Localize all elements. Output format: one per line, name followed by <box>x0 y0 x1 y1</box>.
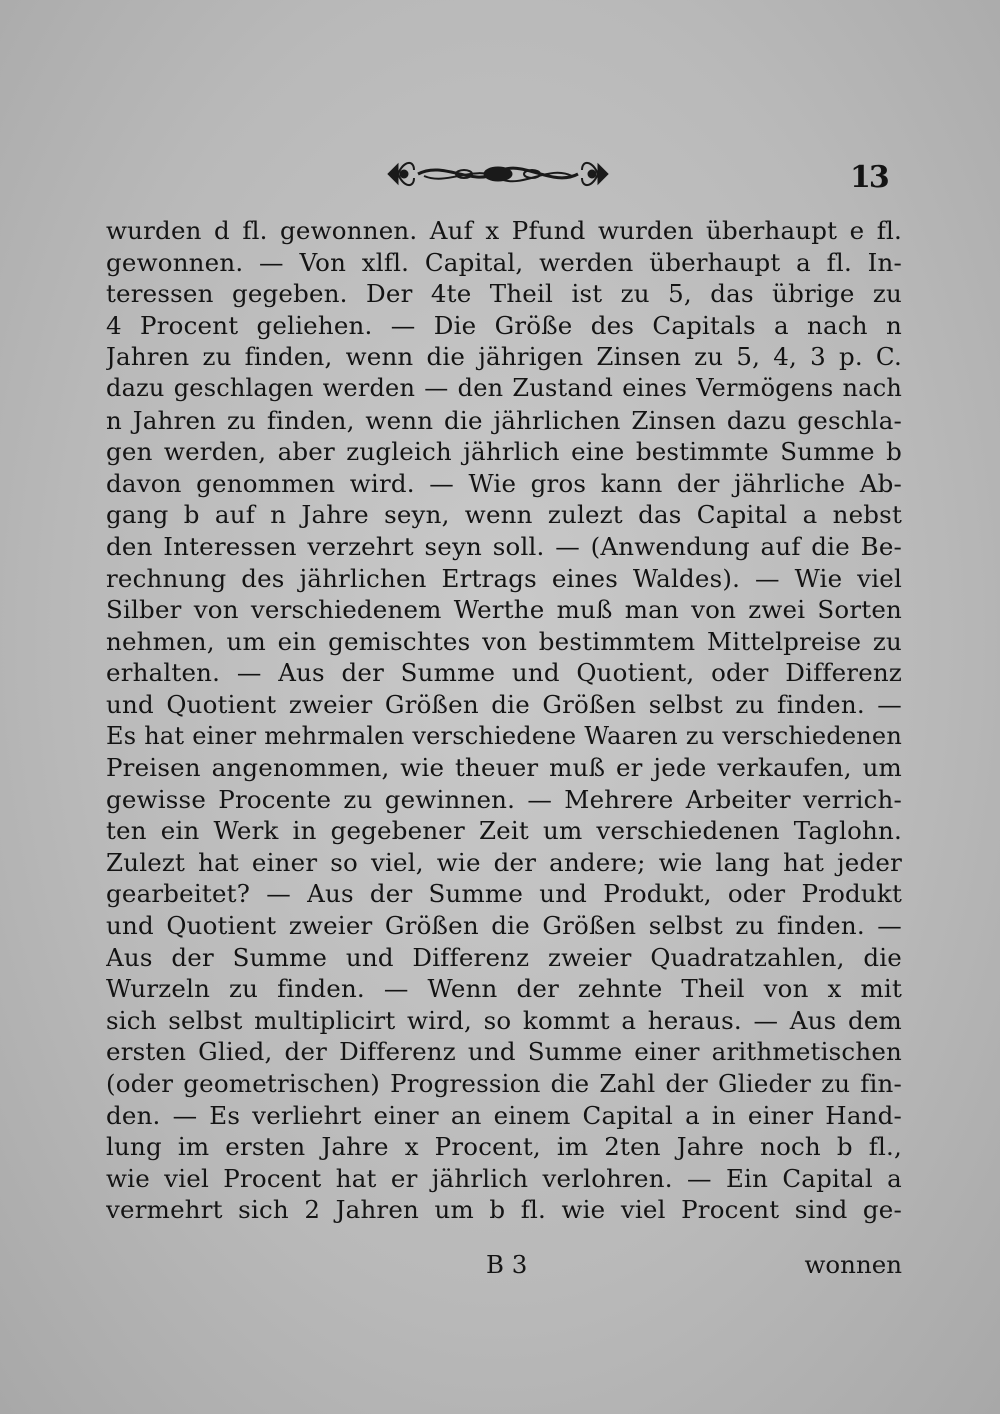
text-line: und Quotient zweier Größen die Größen selbst zu finden. — <box>106 911 902 941</box>
text-line: wie viel Procent hat er jährlich verlohren. — Ein Capital a <box>106 1163 902 1193</box>
text-line: sich selbst multiplicirt wird, so kommt a heraus. — Aus dem <box>106 1005 902 1035</box>
text-line: den. — Es verliehrt einer an einem Capital a in einer Hand- <box>106 1100 902 1130</box>
body-text <box>106 215 902 1226</box>
text-line: n Jahren zu finden, wenn die jährlichen Zinsen dazu geschla- <box>106 405 902 435</box>
text-line: gewisse Procente zu gewinnen. — Mehrere Arbeiter verrich- <box>106 784 902 814</box>
text-line: dazu geschlagen werden — den Zustand eines Vermögens nach <box>106 373 902 402</box>
text-line: Preisen angenommen, wie theuer muß er jede verkaufen, um <box>106 753 902 783</box>
text-line: ten ein Werk in gegebener Zeit um verschiedenen Taglohn. <box>106 816 902 846</box>
text-line: erhalten. — Aus der Summe und Quotient, oder Differenz <box>106 658 902 688</box>
text-line: Jahren zu finden, wenn die jährigen Zinsen zu 5, 4, 3 p. C. <box>106 342 902 372</box>
text-line: gang b auf n Jahre seyn, wenn zulezt das Capital a nebst <box>106 500 902 530</box>
page-header <box>0 150 1000 198</box>
text-line: teressen gegeben. Der 4te Theil ist zu 5, das übrige zu <box>106 279 902 309</box>
text-line: wurden d fl. gewonnen. Auf x Pfund wurden überhaupt e fl. <box>106 216 902 245</box>
text-line: rechnung des jährlichen Ertrags eines Waldes). — Wie viel <box>106 563 902 593</box>
text-line: gen werden, aber zugleich jährlich eine bestimmte Summe b <box>106 437 902 467</box>
text-line: gewonnen. — Von xlfl. Capital, werden überhaupt a fl. In- <box>106 247 902 277</box>
text-line: davon genommen wird. — Wie gros kann der jährliche Ab- <box>106 468 902 498</box>
catchword: wonnen <box>804 1250 902 1279</box>
text-line: Wurzeln zu finden. — Wenn der zehnte Theil von x mit <box>106 974 902 1004</box>
text-line: ersten Glied, der Differenz und Summe einer arithmetischen <box>106 1037 902 1067</box>
text-line: Aus der Summe und Differenz zweier Quadratzahlen, die <box>106 942 902 972</box>
text-line: lung im ersten Jahre x Procent, im 2ten Jahre noch b fl., <box>106 1132 902 1162</box>
text-line: gearbeitet? — Aus der Summe und Produkt, oder Produkt <box>106 879 902 909</box>
text-line: (oder geometrischen) Progression die Zahl der Glieder zu fin- <box>106 1069 902 1099</box>
ornament-icon <box>384 150 612 198</box>
page-number: 13 <box>850 160 888 195</box>
text-line: Es hat einer mehrmalen verschiedene Waaren zu verschiedenen <box>106 721 902 750</box>
page-footer <box>106 1248 902 1282</box>
text-line: 4 Procent geliehen. — Die Größe des Capitals a nach n <box>106 310 902 340</box>
signature-mark: B 3 <box>486 1250 528 1279</box>
text-line: vermehrt sich 2 Jahren um b fl. wie viel Procent sind ge- <box>106 1195 902 1225</box>
text-line: Silber von verschiedenem Werthe muß man von zwei Sorten <box>106 595 902 625</box>
text-line: und Quotient zweier Größen die Größen selbst zu finden. — <box>106 689 902 719</box>
text-line: Zulezt hat einer so viel, wie der andere; wie lang hat jeder <box>106 847 902 877</box>
text-line: nehmen, um ein gemischtes von bestimmtem Mittelpreise zu <box>106 626 902 656</box>
text-line: den Interessen verzehrt seyn soll. — (Anwendung auf die Be- <box>106 531 902 561</box>
